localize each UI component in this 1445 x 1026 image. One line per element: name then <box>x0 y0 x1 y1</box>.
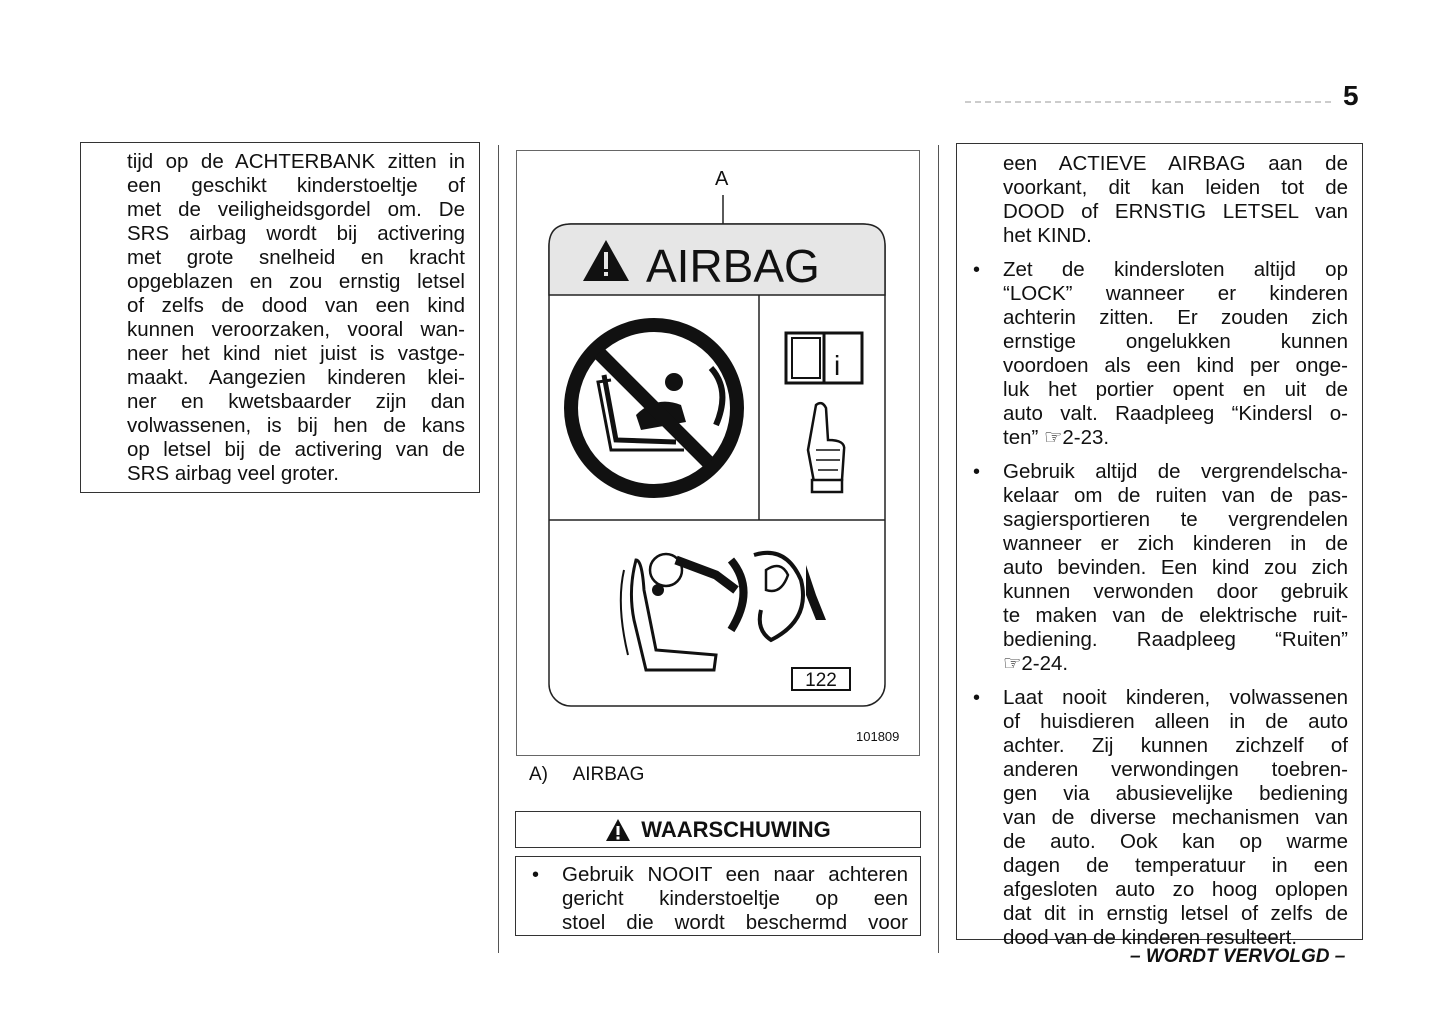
continued-note: – WORDT VERVOLGD – <box>1130 946 1346 967</box>
text-line: neer het kind niet juist is vastge- <box>127 342 465 365</box>
text-line: wanneer er zich kinderen in de <box>1003 532 1348 555</box>
page-number: 5 <box>1343 80 1359 111</box>
bullet-item <box>1003 460 1348 676</box>
figure-label-marker: A <box>715 168 729 190</box>
text-line: bediening. Raadpleeg “Ruiten” <box>1003 628 1348 651</box>
text-line: ner en kwetsbaarder zijn dan <box>127 390 465 413</box>
text-line: met grote snelheid en kracht <box>127 246 465 269</box>
text-line: • Laat nooit kinderen, volwassenen <box>1003 686 1348 709</box>
text-line: kunnen verwonden door gebruik <box>1003 580 1348 603</box>
text-line: sagiersportieren te vergrendelen <box>1003 508 1348 531</box>
text-line: kelaar om de ruiten van de pas- <box>1003 484 1348 507</box>
text-line: een ACTIEVE AIRBAG aan de <box>1003 152 1348 175</box>
text-line: het KIND. <box>1003 224 1092 247</box>
text-line: de auto. Ook kan op warme <box>1003 830 1348 853</box>
text-line: maakt. Aangezien kinderen klei- <box>127 366 465 389</box>
left-text-box <box>80 142 480 493</box>
text-line: ernstige ongelukken kunnen <box>1003 330 1348 353</box>
text-line: achter. Zij kunnen zichzelf of <box>1003 734 1348 757</box>
text-line: een geschikt kinderstoeltje of <box>127 174 465 197</box>
text-line: luk het portier opent en uit de <box>1003 378 1348 401</box>
right-text-box <box>956 143 1363 949</box>
text-line: gericht kinderstoeltje op een <box>562 887 908 910</box>
header-rule <box>965 101 1335 103</box>
text-line: • Gebruik altijd de vergrendelscha- <box>1003 460 1348 483</box>
text-line: dood van de kinderen resulteert. <box>1003 926 1298 949</box>
text-line: dat dit in ernstig letsel of zelfs de <box>1003 902 1348 925</box>
manual-book-icon <box>786 333 862 383</box>
text-line: dagen de temperatuur in een <box>1003 854 1348 877</box>
column-divider <box>498 145 499 953</box>
text-line: DOOD of ERNSTIG LETSEL van <box>1003 200 1348 223</box>
bullet-item <box>1003 686 1348 950</box>
text-line: • Zet de kindersloten altijd op <box>1003 258 1348 281</box>
warning-title: WAARSCHUWING <box>641 816 831 842</box>
warning-triangle-icon <box>605 818 631 842</box>
text-line: ☞2-24. <box>1003 652 1069 675</box>
text-line: auto bevinden. Een kind zou zich <box>1003 556 1348 579</box>
caption-text: AIRBAG <box>572 764 645 785</box>
text-line: stoel die wordt beschermd voor <box>562 911 908 934</box>
text-line: voorkant, dit kan leiden tot de <box>1003 176 1348 199</box>
text-line: van de diverse mechanismen van <box>1003 806 1348 829</box>
text-line: SRS airbag veel groter. <box>127 462 339 485</box>
svg-text:i: i <box>834 350 841 381</box>
text-line: • Gebruik NOOIT een naar achteren <box>562 863 908 886</box>
banner-text: AIRBAG <box>646 240 820 292</box>
text-line: volwassenen, is bij hen de kans <box>127 414 465 437</box>
text-line: ten” ☞2-23. <box>1003 426 1110 449</box>
caption-letter: A) <box>529 764 548 785</box>
text-line: “LOCK” wanneer er kinderen <box>1003 282 1348 305</box>
text-line: SRS airbag wordt bij activering <box>127 222 465 245</box>
text-line: of huisdieren alleen in de auto <box>1003 710 1348 733</box>
text-line: anderen verwondingen toebren- <box>1003 758 1348 781</box>
text-line: gen via abusievelijke bediening <box>1003 782 1348 805</box>
text-line: kunnen veroorzaken, vooral wan- <box>127 318 465 341</box>
text-line: op letsel bij de activering van de <box>127 438 465 461</box>
text-line: voordoen als een kind per onge- <box>1003 354 1348 377</box>
text-line: te maken van de elektrische ruit- <box>1003 604 1348 627</box>
text-line: met de veiligheidsgordel om. De <box>127 198 465 221</box>
bullet-item <box>1003 258 1348 450</box>
text-line: achterin zitten. Er zouden zich <box>1003 306 1348 329</box>
warning-body <box>515 856 921 936</box>
text-line: afgesloten auto zo hoog oplopen <box>1003 878 1348 901</box>
label-code: 122 <box>805 670 837 691</box>
warning-header <box>515 811 921 848</box>
text-line: opgeblazen en zou ernstig letsel <box>127 270 465 293</box>
column-divider <box>938 145 939 953</box>
text-line: auto valt. Raadpleeg “Kindersl o- <box>1003 402 1348 425</box>
airbag-warning-label <box>516 150 920 756</box>
text-line: of zelfs de dood van een kind <box>127 294 465 317</box>
figure-id: 101809 <box>856 729 900 744</box>
figure-caption <box>529 764 644 786</box>
text-line: tijd op de ACHTERBANK zitten in <box>127 150 465 173</box>
warning-bullet <box>562 863 908 935</box>
